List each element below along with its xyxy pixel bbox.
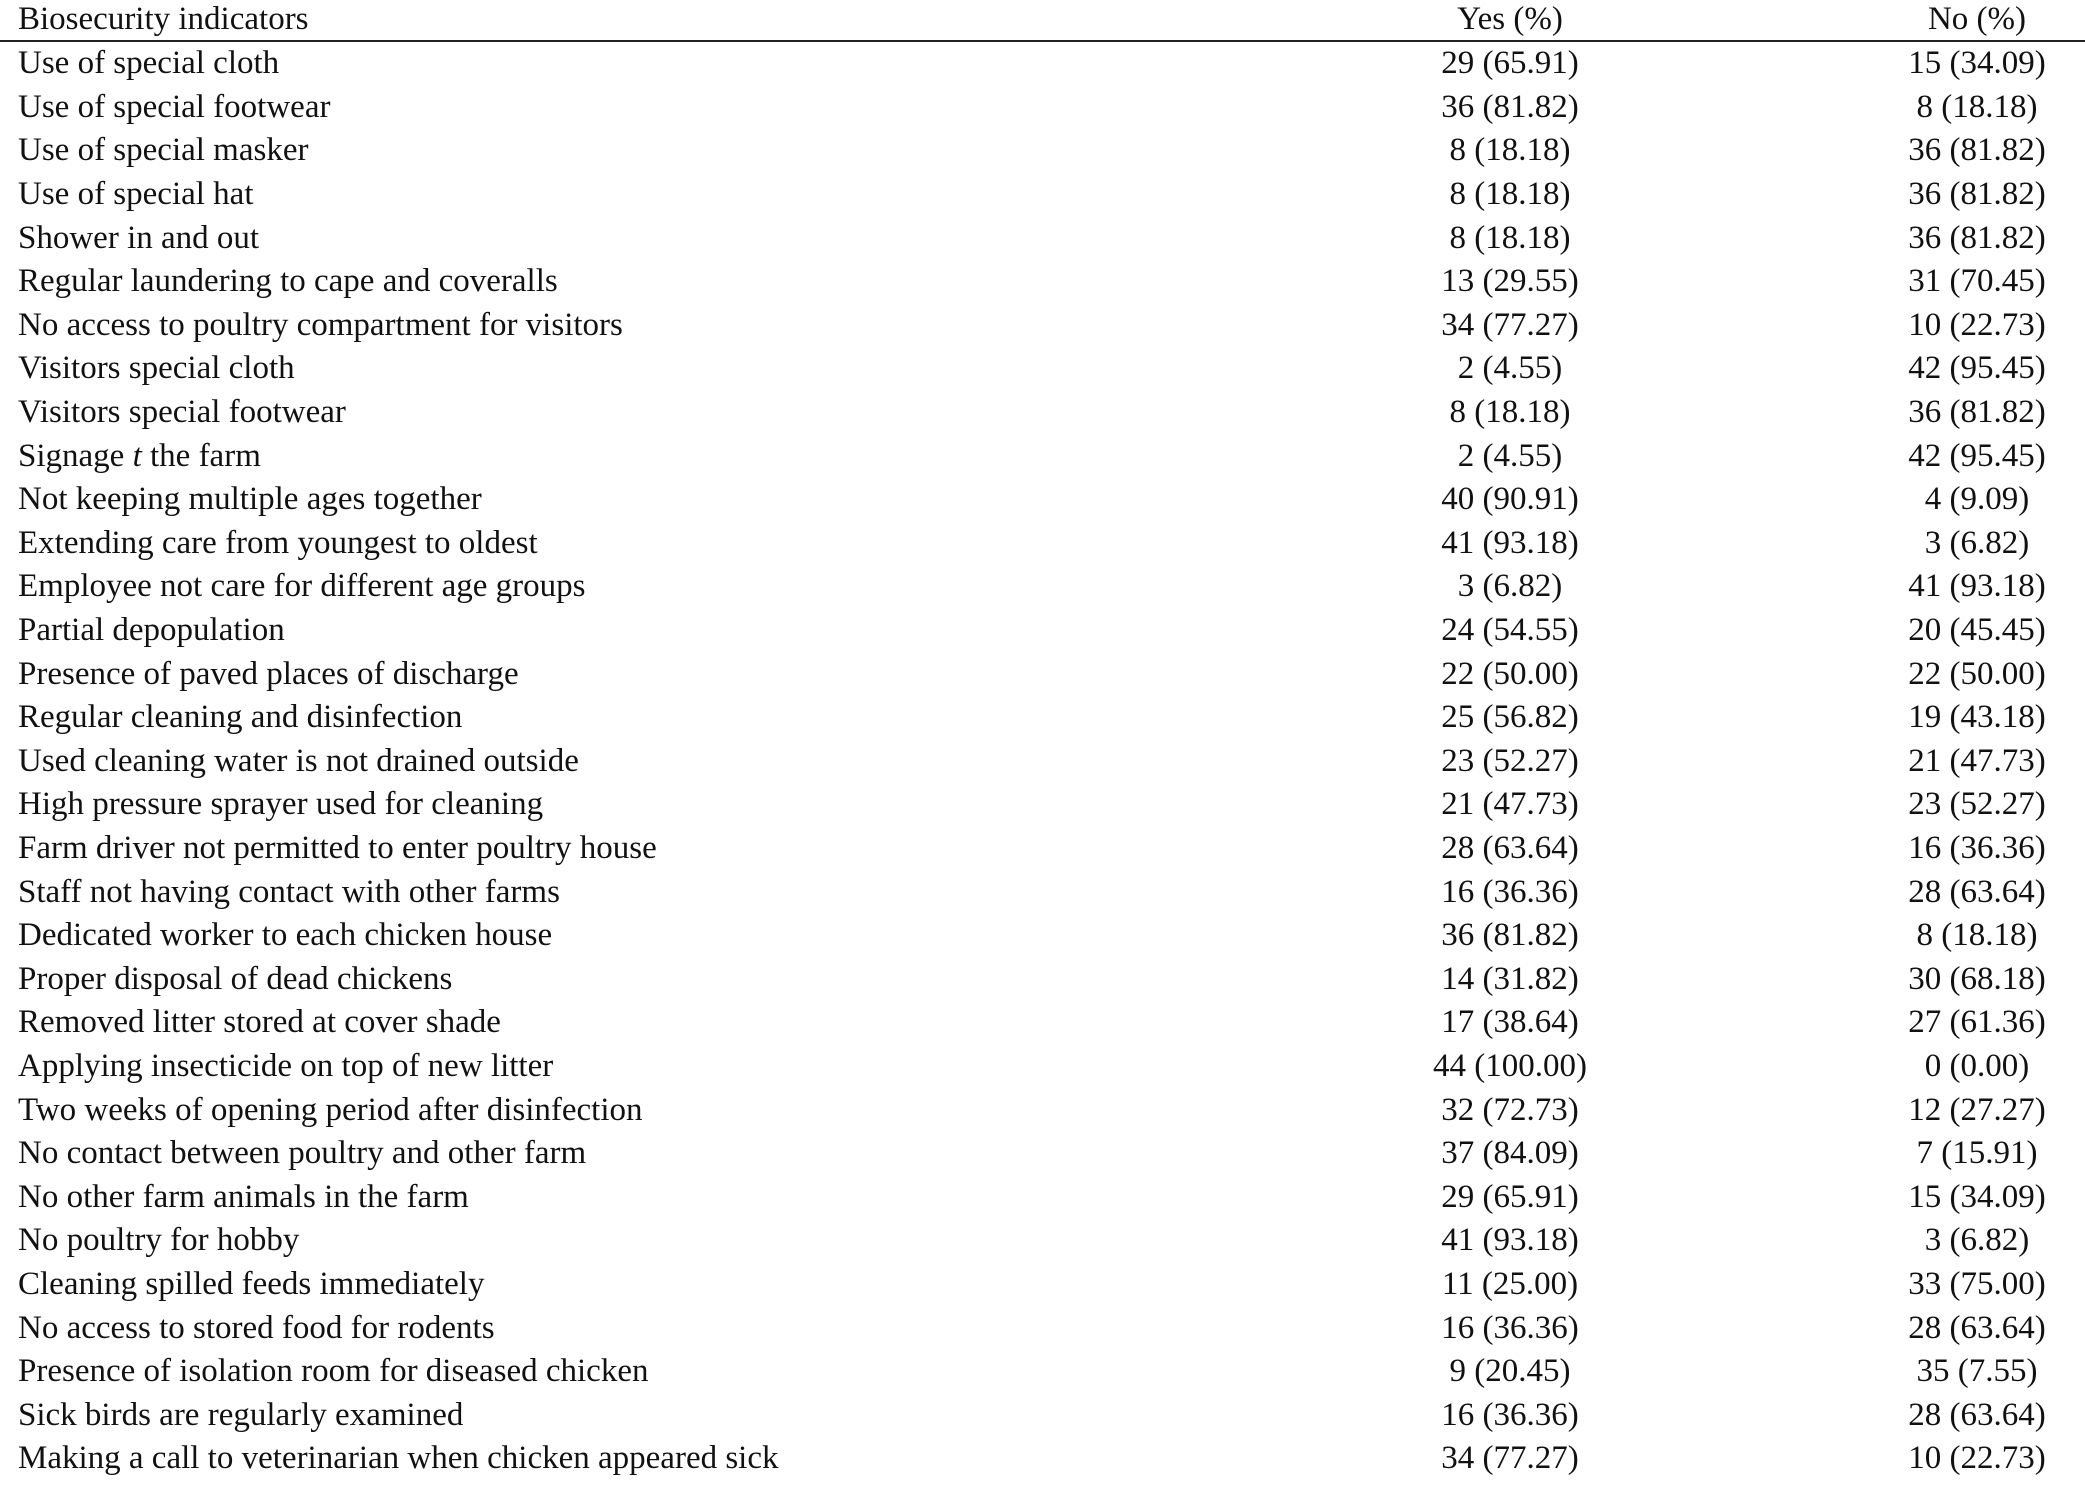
table-row (0, 260, 2085, 304)
cell-no-value: 7 (15.91) (1916, 1135, 2038, 1172)
cell-no-value: 15 (34.09) (1908, 45, 2046, 82)
table-row (0, 783, 2085, 827)
cell-indicator: Use of special cloth (18, 45, 280, 82)
cell-no-value: 33 (75.00) (1908, 1265, 2046, 1302)
cell-indicator: Regular cleaning and disinfection (18, 699, 463, 736)
cell-yes: 25 (56.82) (1441, 699, 1579, 736)
cell-yes: 8 (18.18) (1449, 176, 1571, 213)
cell-no-value: 16 (36.36) (1908, 829, 2046, 866)
cell-no-value: 35 (7.55) (1916, 1353, 2038, 1390)
cell-indicator: Use of special masker (18, 132, 309, 169)
cell-indicator: Extending care from youngest to oldest (18, 524, 538, 561)
cell-no (1760, 1350, 2085, 1394)
cell-yes: 37 (84.09) (1441, 1135, 1579, 1172)
table-row (0, 216, 2085, 260)
cell-no (1760, 870, 2085, 914)
cell-yes: 23 (52.27) (1441, 742, 1579, 779)
cell-no (1760, 1263, 2085, 1307)
cell-no-value: 27 (61.36) (1908, 1004, 2046, 1041)
cell-no-value: 12 (27.27) (1908, 1091, 2046, 1128)
table-row (0, 522, 2085, 566)
table-row (0, 1393, 2085, 1437)
cell-yes: 11 (25.00) (1441, 1265, 1579, 1302)
cell-yes: 3 (6.82) (1457, 568, 1563, 605)
table-row (0, 1175, 2085, 1219)
cell-indicator: High pressure sprayer used for cleaning (18, 786, 544, 823)
cell-indicator: Making a call to veterinarian when chicken appeared sick (18, 1440, 779, 1477)
cell-indicator: No contact between poultry and other farm (18, 1135, 587, 1172)
header-indicator: Biosecurity indicators (0, 0, 1260, 41)
cell-yes: 34 (77.27) (1441, 1440, 1579, 1477)
table-row (0, 870, 2085, 914)
cell-indicator: Visitors special cloth (18, 350, 295, 387)
cell-yes: 29 (65.91) (1441, 1178, 1579, 1215)
cell-indicator: Farm driver not permitted to enter poultry house (18, 829, 657, 866)
table-row (0, 1132, 2085, 1176)
cell-indicator: Regular laundering to cape and coveralls (18, 263, 558, 300)
cell-no (1760, 1437, 2085, 1481)
cell-no-value: 36 (81.82) (1908, 132, 2046, 169)
cell-no (1760, 609, 2085, 653)
cell-no (1760, 783, 2085, 827)
table-row (0, 1045, 2085, 1089)
cell-no-value: 22 (50.00) (1908, 655, 2046, 692)
cell-no-value: 8 (18.18) (1916, 88, 2038, 125)
cell-yes: 29 (65.91) (1441, 45, 1579, 82)
table-row (0, 696, 2085, 740)
cell-no-value: 41 (93.18) (1908, 568, 2046, 605)
cell-indicator: Sick birds are regularly examined (18, 1396, 464, 1433)
cell-no (1760, 41, 2085, 86)
cell-yes: 41 (93.18) (1441, 1222, 1579, 1259)
table-row (0, 565, 2085, 609)
cell-yes: 44 (100.00) (1433, 1047, 1587, 1084)
cell-no-value: 28 (63.64) (1908, 1309, 2046, 1346)
header-no-label: No (%) (1927, 1, 2027, 37)
cell-no-value: 42 (95.45) (1908, 437, 2046, 474)
cell-no (1760, 1175, 2085, 1219)
cell-no-value: 28 (63.64) (1908, 1396, 2046, 1433)
cell-no-value: 8 (18.18) (1916, 917, 2038, 954)
cell-yes: 41 (93.18) (1441, 524, 1579, 561)
cell-no (1760, 1001, 2085, 1045)
cell-no-value: 10 (22.73) (1908, 1440, 2046, 1477)
cell-no-value: 19 (43.18) (1908, 699, 2046, 736)
cell-no (1760, 304, 2085, 348)
table-row (0, 304, 2085, 348)
cell-indicator: Proper disposal of dead chickens (18, 960, 453, 997)
cell-yes: 8 (18.18) (1449, 394, 1571, 431)
cell-no (1760, 391, 2085, 435)
cell-no-value: 42 (95.45) (1908, 350, 2046, 387)
cell-yes: 8 (18.18) (1449, 219, 1571, 256)
cell-yes: 2 (4.55) (1457, 437, 1563, 474)
cell-no (1760, 957, 2085, 1001)
cell-no-value: 21 (47.73) (1908, 742, 2046, 779)
cell-no-value: 3 (6.82) (1924, 1222, 2030, 1259)
table-body (0, 41, 2085, 1481)
cell-no-value: 36 (81.82) (1908, 176, 2046, 213)
cell-no (1760, 1219, 2085, 1263)
cell-no-value: 15 (34.09) (1908, 1178, 2046, 1215)
table-row (0, 827, 2085, 871)
cell-no-value: 23 (52.27) (1908, 786, 2046, 823)
cell-indicator: No poultry for hobby (18, 1222, 300, 1259)
cell-no (1760, 1045, 2085, 1089)
cell-no-value: 28 (63.64) (1908, 873, 2046, 910)
cell-indicator: Employee not care for different age groups (18, 568, 586, 605)
cell-no (1760, 827, 2085, 871)
cell-no (1760, 652, 2085, 696)
table-row (0, 740, 2085, 784)
table-row (0, 173, 2085, 217)
cell-indicator: No access to stored food for rodents (18, 1309, 495, 1346)
cell-yes: 36 (81.82) (1441, 88, 1579, 125)
cell-indicator: Applying insecticide on top of new litter (18, 1047, 554, 1084)
cell-no (1760, 129, 2085, 173)
cell-yes: 22 (50.00) (1441, 655, 1579, 692)
table-row (0, 1437, 2085, 1481)
cell-no (1760, 740, 2085, 784)
cell-no-value: 36 (81.82) (1908, 219, 2046, 256)
cell-no (1760, 914, 2085, 958)
cell-no (1760, 260, 2085, 304)
cell-no (1760, 1306, 2085, 1350)
table-row (0, 434, 2085, 478)
cell-no-value: 3 (6.82) (1924, 524, 2030, 561)
table-row (0, 86, 2085, 130)
table-row (0, 129, 2085, 173)
cell-no (1760, 565, 2085, 609)
table-row (0, 1001, 2085, 1045)
cell-yes: 9 (20.45) (1449, 1353, 1571, 1390)
cell-no-value: 0 (0.00) (1924, 1047, 2030, 1084)
cell-indicator: Presence of isolation room for diseased chicken (18, 1353, 649, 1390)
cell-no (1760, 478, 2085, 522)
cell-no (1760, 1393, 2085, 1437)
cell-yes: 21 (47.73) (1441, 786, 1579, 823)
cell-indicator: Not keeping multiple ages together (18, 481, 482, 518)
cell-yes: 17 (38.64) (1441, 1004, 1579, 1041)
cell-yes: 16 (36.36) (1441, 873, 1579, 910)
cell-no-value: 4 (9.09) (1924, 481, 2030, 518)
cell-indicator: Shower in and out (18, 219, 260, 256)
table-row (0, 957, 2085, 1001)
cell-yes: 36 (81.82) (1441, 917, 1579, 954)
cell-yes: 32 (72.73) (1441, 1091, 1579, 1128)
table-row (0, 478, 2085, 522)
cell-indicator: No access to poultry compartment for visitors (18, 306, 623, 343)
cell-yes: 24 (54.55) (1441, 612, 1579, 649)
cell-yes: 2 (4.55) (1457, 350, 1563, 387)
header-row (0, 0, 2085, 41)
cell-no (1760, 173, 2085, 217)
cell-no (1760, 347, 2085, 391)
cell-no (1760, 216, 2085, 260)
cell-no-value: 30 (68.18) (1908, 960, 2046, 997)
table-row (0, 914, 2085, 958)
table-row (0, 391, 2085, 435)
cell-indicator: Used cleaning water is not drained outside (18, 742, 579, 779)
table-header (0, 0, 2085, 41)
cell-no (1760, 522, 2085, 566)
cell-indicator: Cleaning spilled feeds immediately (18, 1265, 485, 1302)
cell-yes: 16 (36.36) (1441, 1396, 1579, 1433)
cell-no (1760, 86, 2085, 130)
cell-yes: 16 (36.36) (1441, 1309, 1579, 1346)
header-yes: Yes (%) (1260, 0, 1760, 41)
cell-indicator: No other farm animals in the farm (18, 1178, 469, 1215)
cell-yes: 34 (77.27) (1441, 306, 1579, 343)
table-row (0, 1263, 2085, 1307)
cell-indicator: Removed litter stored at cover shade (18, 1004, 501, 1041)
cell-yes: 13 (29.55) (1441, 263, 1579, 300)
table-row (0, 1088, 2085, 1132)
table-row (0, 1350, 2085, 1394)
table-row (0, 652, 2085, 696)
cell-indicator: Use of special footwear (18, 88, 331, 125)
cell-indicator: Partial depopulation (18, 612, 285, 649)
cell-indicator: Dedicated worker to each chicken house (18, 917, 553, 954)
table-row (0, 1306, 2085, 1350)
cell-no (1760, 434, 2085, 478)
cell-yes: 8 (18.18) (1449, 132, 1571, 169)
cell-no-value: 20 (45.45) (1908, 612, 2046, 649)
cell-indicator: Use of special hat (18, 176, 254, 213)
table-row (0, 41, 2085, 86)
cell-yes: 40 (90.91) (1441, 481, 1579, 518)
cell-yes: 28 (63.64) (1441, 829, 1579, 866)
cell-indicator: Two weeks of opening period after disinfection (18, 1091, 643, 1128)
cell-no-value: 31 (70.45) (1908, 263, 2046, 300)
table-row (0, 1219, 2085, 1263)
header-no (1760, 0, 2085, 41)
cell-indicator: Visitors special footwear (18, 394, 346, 431)
cell-indicator: Staff not having contact with other farms (18, 873, 560, 910)
cell-no (1760, 1132, 2085, 1176)
table-row (0, 347, 2085, 391)
cell-yes: 14 (31.82) (1441, 960, 1579, 997)
cell-no (1760, 696, 2085, 740)
cell-indicator: Signage t the farm (18, 437, 261, 474)
cell-no-value: 36 (81.82) (1908, 394, 2046, 431)
cell-indicator: Presence of paved places of discharge (18, 655, 519, 692)
cell-no (1760, 1088, 2085, 1132)
table-row (0, 609, 2085, 653)
cell-no-value: 10 (22.73) (1908, 306, 2046, 343)
